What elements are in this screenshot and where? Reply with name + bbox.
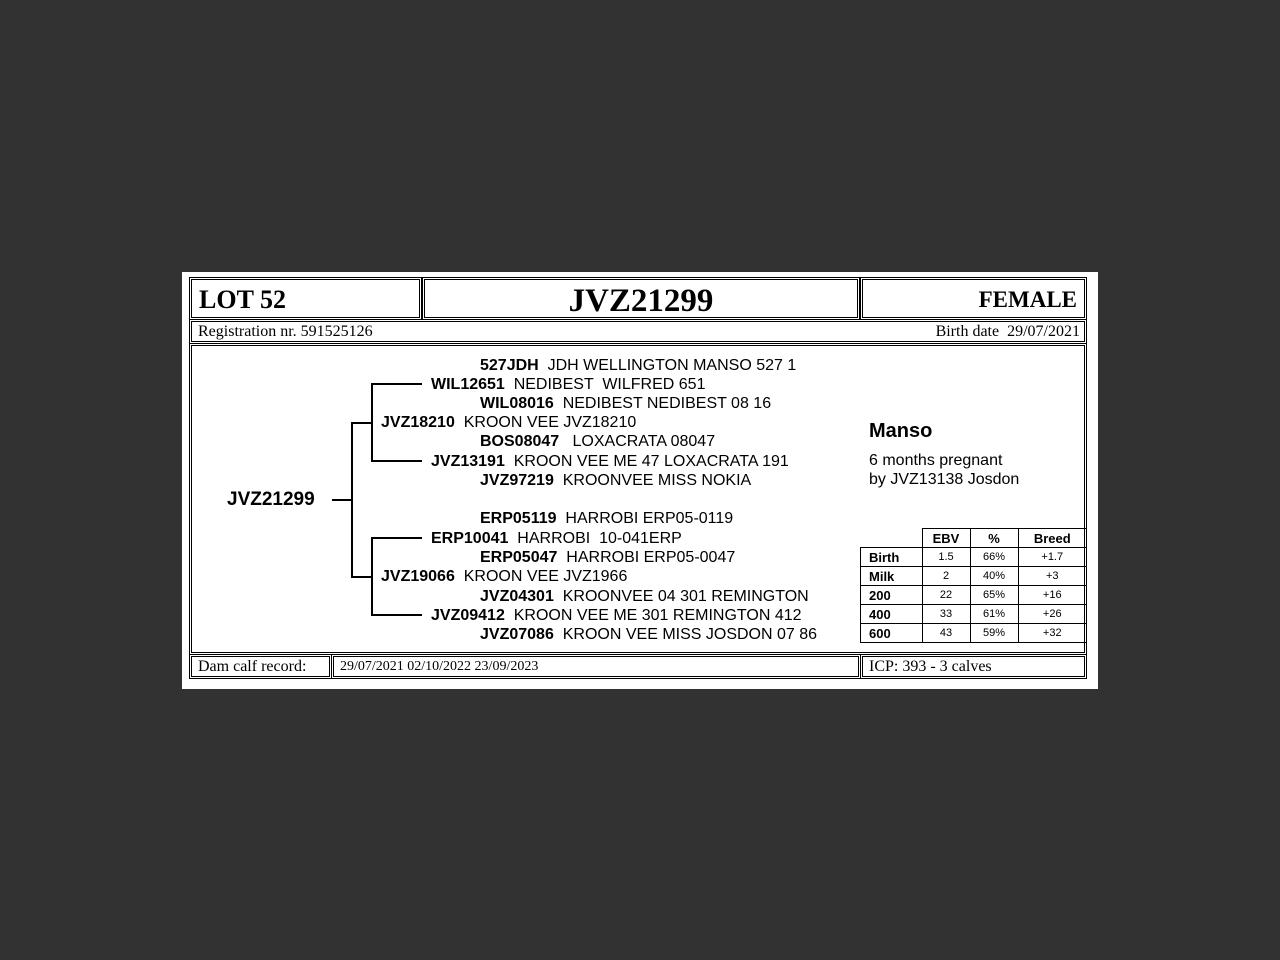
ebv-value: 1.5 xyxy=(922,548,970,567)
dam-calf-dates: 29/07/2021 02/10/2022 23/09/2023 xyxy=(340,659,539,674)
dam-sire-entry: ERP10041 HARROBI 10-041ERP xyxy=(431,530,682,547)
ebv-row xyxy=(861,586,1087,605)
icp-box xyxy=(860,654,1087,679)
subject-id: JVZ21299 xyxy=(227,489,315,510)
tree-line xyxy=(371,383,422,385)
breed-value: +3 xyxy=(1018,567,1087,586)
registration-number: Registration nr. 591525126 xyxy=(198,323,373,340)
dam-calf-label: Dam calf record: xyxy=(198,658,307,675)
breed-value: +32 xyxy=(1018,624,1087,643)
trait-label: Milk xyxy=(861,567,923,586)
sire-entry: JVZ18210 KROON VEE JVZ18210 xyxy=(381,414,637,431)
ebv-row xyxy=(861,605,1087,624)
dam-dam-entry: JVZ09412 KROON VEE ME 301 REMINGTON 412 xyxy=(431,607,802,624)
great-grandparent-entry: WIL08016 NEDIBEST NEDIBEST 08 16 xyxy=(480,395,772,412)
pct-value: 65% xyxy=(970,586,1018,605)
great-grandparent-entry: JVZ97219 KROONVEE MISS NOKIA xyxy=(480,472,752,489)
ebv-row xyxy=(861,567,1087,586)
ebv-row xyxy=(861,624,1087,643)
sire-sire-entry: WIL12651 NEDIBEST WILFRED 651 xyxy=(431,376,706,393)
great-grandparent-entry: ERP05119 HARROBI ERP05-0119 xyxy=(480,510,734,527)
icp-info: ICP: 393 - 3 calves xyxy=(869,658,992,675)
great-grandparent-entry: JVZ04301 KROONVEE 04 301 REMINGTON xyxy=(480,588,809,605)
ebv-header-row xyxy=(861,529,1087,548)
tree-line xyxy=(371,614,422,616)
ebv-value: 2 xyxy=(922,567,970,586)
trait-label: 200 xyxy=(861,586,923,605)
pregnancy-title: Manso xyxy=(869,420,933,442)
great-grandparent-entry: ERP05047 HARROBI ERP05-0047 xyxy=(480,549,736,566)
tree-line xyxy=(371,383,373,462)
tree-line xyxy=(371,537,422,539)
tree-line xyxy=(351,422,353,578)
great-grandparent-entry: 527JDH JDH WELLINGTON MANSO 527 1 xyxy=(480,357,797,374)
ebv-row xyxy=(861,548,1087,567)
tree-line xyxy=(371,537,373,616)
trait-label: Birth xyxy=(861,548,923,567)
dam-calf-dates-box xyxy=(331,654,861,679)
lot-box xyxy=(189,277,422,320)
animal-id: JVZ21299 xyxy=(568,283,714,319)
lot-card xyxy=(182,272,1098,689)
pregnancy-sire: by JVZ13138 Josdon xyxy=(869,471,1020,488)
ebv-header: EBV xyxy=(922,529,970,548)
sex-box xyxy=(860,277,1087,320)
breed-value: +1.7 xyxy=(1018,548,1087,567)
great-grandparent-entry: BOS08047 LOXACRATA 08047 xyxy=(480,433,716,450)
tree-line xyxy=(371,460,422,462)
ebv-value: 43 xyxy=(922,624,970,643)
sire-dam-entry: JVZ13191 KROON VEE ME 47 LOXACRATA 191 xyxy=(431,453,789,470)
ebv-value: 33 xyxy=(922,605,970,624)
animal-id-box xyxy=(422,277,860,320)
breed-value: +16 xyxy=(1018,586,1087,605)
ebv-table xyxy=(860,528,1087,643)
pct-value: 40% xyxy=(970,567,1018,586)
ebv-value: 22 xyxy=(922,586,970,605)
great-grandparent-entry: JVZ07086 KROON VEE MISS JOSDON 07 86 xyxy=(480,626,818,643)
trait-label: 600 xyxy=(861,624,923,643)
birth-date: Birth date 29/07/2021 xyxy=(935,323,1080,340)
breed-value: +26 xyxy=(1018,605,1087,624)
pct-value: 66% xyxy=(970,548,1018,567)
pct-value: 61% xyxy=(970,605,1018,624)
pct-value: 59% xyxy=(970,624,1018,643)
lot-number: LOT 52 xyxy=(199,285,286,314)
tree-line xyxy=(351,576,371,578)
trait-label: 400 xyxy=(861,605,923,624)
info-row xyxy=(189,319,1087,344)
sex-label: FEMALE xyxy=(978,287,1077,312)
breed-header: Breed xyxy=(1018,529,1087,548)
tree-line xyxy=(332,499,352,501)
pct-header: % xyxy=(970,529,1018,548)
dam-calf-label-box xyxy=(189,654,332,679)
dam-entry: JVZ19066 KROON VEE JVZ1966 xyxy=(381,568,628,585)
tree-line xyxy=(351,422,371,424)
pregnancy-status: 6 months pregnant xyxy=(869,452,1003,469)
